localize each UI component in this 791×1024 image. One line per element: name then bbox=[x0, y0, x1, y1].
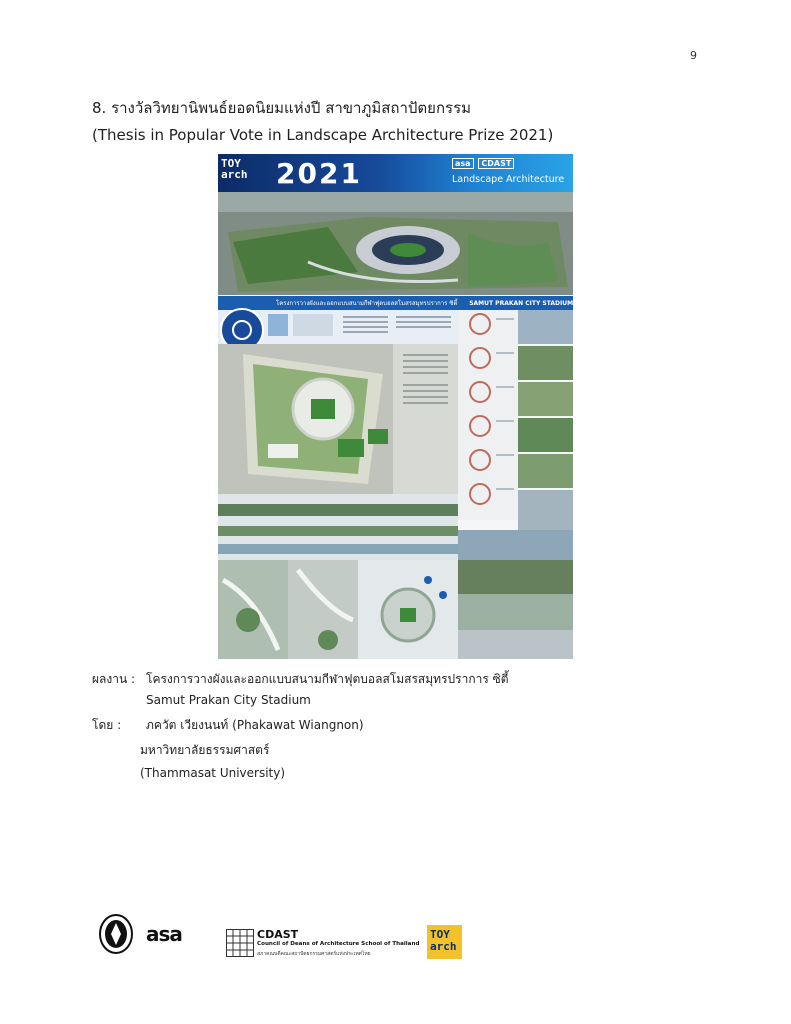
author-name: ภควัต เวียงนนท์ (Phakawat Wiangnon) bbox=[146, 718, 364, 732]
cdast-grid-icon bbox=[226, 929, 254, 957]
thesis-poster bbox=[218, 154, 573, 659]
poster-subtitle: Landscape Architecture bbox=[452, 174, 565, 185]
poster-year: 2021 bbox=[276, 157, 362, 190]
section-heading: 8. รางวัลวิทยานิพนธ์ยอดนิยมแห่งปี สาขาภูมิสถาปัตยกรรม bbox=[92, 99, 472, 117]
poster-title-banner: โครงการวางผังและออกแบบสนามกีฬาฟุตบอลสโมสรสมุทรปราการ ซิตี้ SAMUT PRAKAN CITY STADIUM bbox=[218, 296, 573, 310]
poster-header bbox=[218, 154, 573, 192]
work-title-english: Samut Prakan City Stadium bbox=[146, 693, 311, 707]
asa-logo: asa bbox=[146, 922, 182, 946]
perspective-photos bbox=[518, 310, 573, 530]
university-seal-logo bbox=[99, 914, 133, 954]
poster-toy-logo: TOY arch bbox=[221, 157, 248, 181]
cdast-thai-subtitle: สภาคณบดีคณะสถาปัตยกรรมศาสตร์แห่งประเทศไทย bbox=[257, 951, 371, 957]
toy-arch-logo: TOY arch bbox=[427, 925, 462, 959]
work-label: ผลงาน : bbox=[92, 672, 136, 686]
section-elevations bbox=[218, 494, 458, 560]
design-diagrams bbox=[458, 310, 518, 520]
aerial-render bbox=[218, 192, 573, 295]
cdast-title: CDAST bbox=[257, 928, 299, 941]
zone-plan bbox=[358, 560, 458, 659]
site-plan bbox=[218, 344, 458, 494]
by-label: โดย : bbox=[92, 718, 122, 732]
detail-renders bbox=[218, 560, 358, 659]
page-number: 9 bbox=[690, 49, 697, 62]
university-thai: มหาวิทยาลัยธรรมศาสตร์ bbox=[140, 743, 270, 757]
university-english: (Thammasat University) bbox=[140, 766, 286, 780]
poster-logos: asa CDAST bbox=[452, 158, 516, 169]
work-title-thai: โครงการวางผังและออกแบบสนามกีฬาฟุตบอลสโมสรสมุทรปราการ ซิตี้ bbox=[146, 672, 509, 686]
section-subheading: (Thesis in Popular Vote in Landscape Architecture Prize 2021) bbox=[92, 126, 554, 144]
poster-header-right bbox=[452, 158, 570, 188]
cdast-subtitle: Council of Deans of Architecture School of Thailand bbox=[257, 941, 420, 947]
landscape-photos bbox=[458, 530, 573, 659]
